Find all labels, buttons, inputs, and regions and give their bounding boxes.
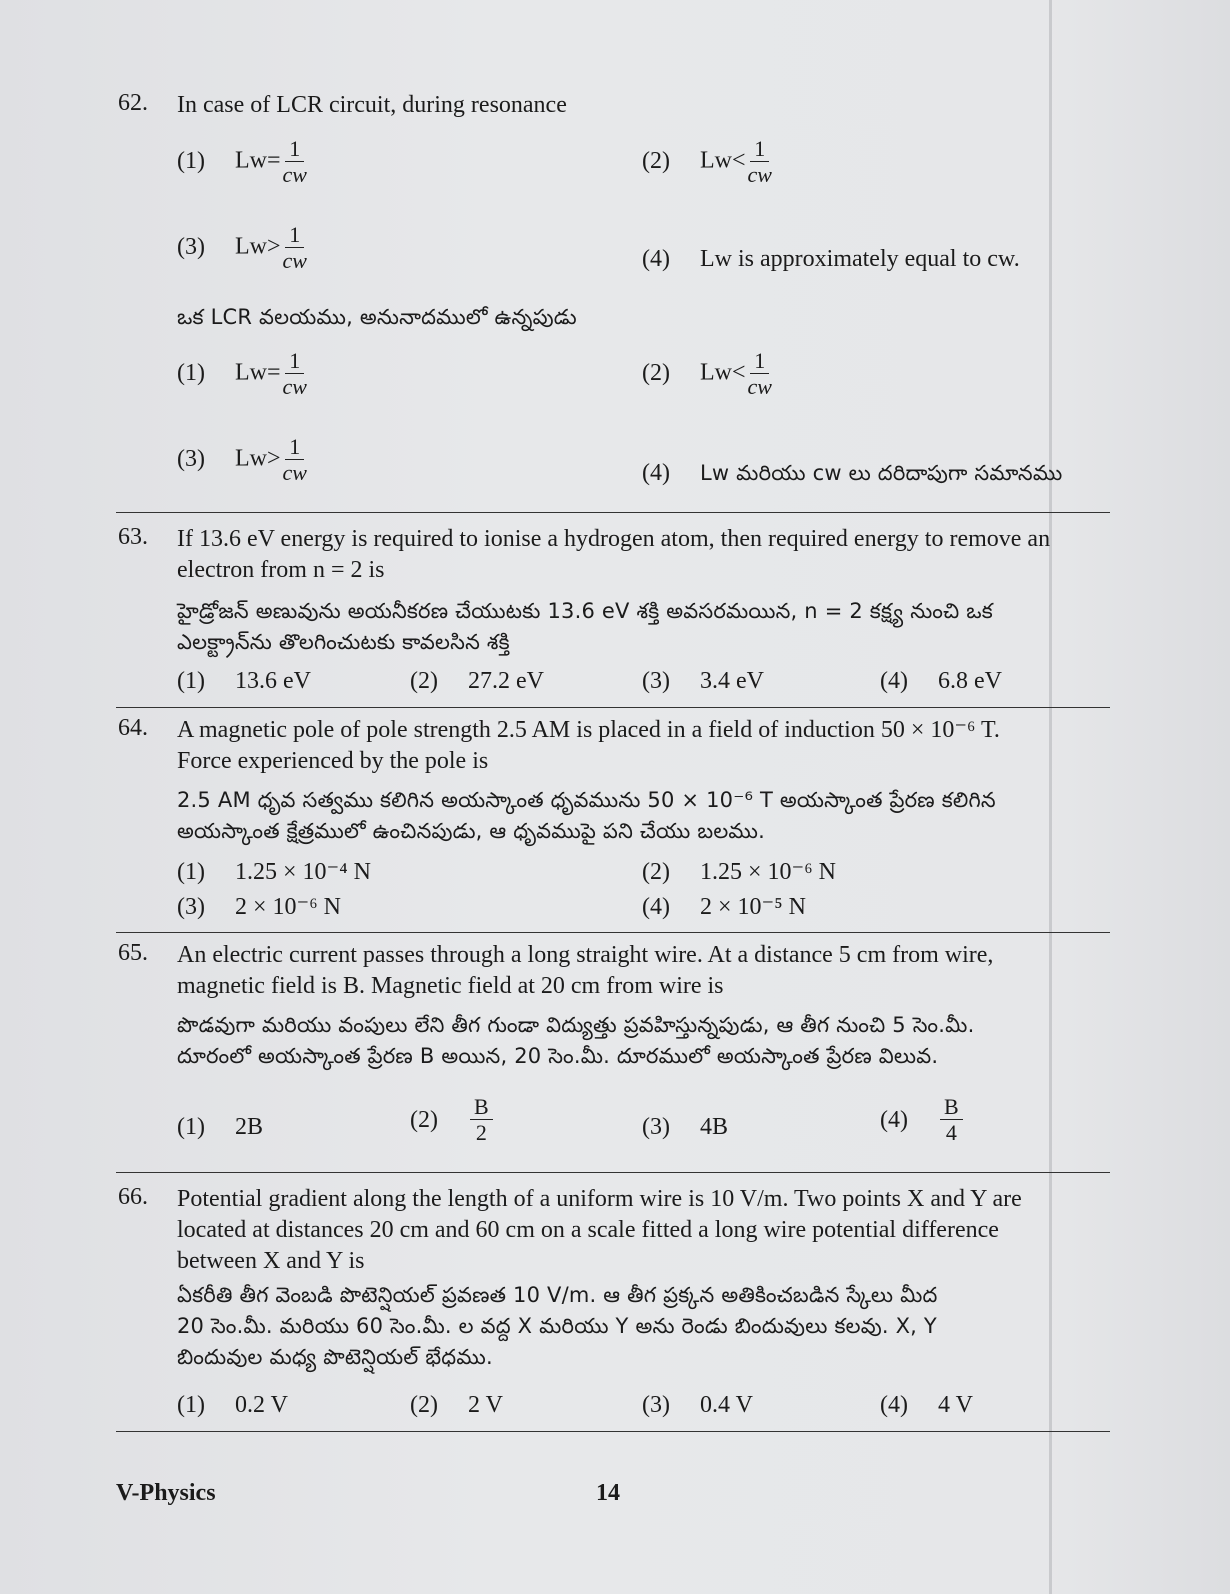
question-text-en: An electric current passes through a long straight wire. At a distance 5 cm from wire, magnetic field is B. Magnetic field at 20 cm from wire is [177, 942, 994, 999]
page-number: 14 [596, 1480, 620, 1506]
q65-option-3[interactable]: (3) 4B [642, 1114, 729, 1140]
question-text-en: Potential gradient along the length of a uniform wire is 10 V/m. Two points X and Y are located at distances 20 cm and 60 cm on a scale fitted a long wire potential difference between X and Y is [177, 1186, 1022, 1274]
q62-option-4[interactable]: (4) Lw is approximately equal to cw. [642, 246, 1020, 272]
q64-option-1[interactable]: (1) 1.25 × 10⁻⁴ N [177, 859, 371, 885]
question-text-en: If 13.6 eV energy is required to ionise a hydrogen atom, then required energy to remove an electron from n = 2 is [177, 526, 1051, 583]
q64-option-3[interactable]: (3) 2 × 10⁻⁶ N [177, 894, 341, 920]
q62-option-1[interactable]: (1) Lw= $\frac{1}{cw}$ [177, 136, 307, 187]
q63-option-4[interactable]: (4) 6.8 eV [880, 668, 1002, 694]
q62-te-option-2[interactable]: (2) Lw< $\frac{1}{cw}$ [642, 348, 772, 399]
q66-option-2[interactable]: (2) 2 V [410, 1392, 503, 1418]
q62-option-3[interactable]: (3) Lw> $\frac{1}{cw}$ [177, 222, 307, 273]
q62-te-option-1[interactable]: (1) Lw= $\frac{1}{cw}$ [177, 348, 307, 399]
q63-option-2[interactable]: (2) 27.2 eV [410, 668, 544, 694]
question-text-te: హైడ్రోజన్ అణువును అయనీకరణ చేయుటకు 13.6 eV శక్తి అవసరమయిన, n = 2 కక్ష్య నుంచి ఒక ఎలక్ట్రాన్‌ను తొలగించుటకు కావలసిన శక్తి [177, 599, 993, 654]
question-text-en: A magnetic pole of pole strength 2.5 AM is placed in a field of induction 50 × 10⁻⁶ T. Force experienced by the pole is [177, 717, 1000, 774]
q66-option-1[interactable]: (1) 0.2 V [177, 1392, 288, 1418]
question-text-te: ఒక LCR వలయము, అనునాదములో ఉన్నపుడు [177, 305, 577, 329]
q64-option-4[interactable]: (4) 2 × 10⁻⁵ N [642, 894, 806, 920]
q62-te-option-4[interactable]: (4) Lw మరియు cw లు దరిదాపుగా సమానము [642, 460, 1063, 486]
q66-option-4[interactable]: (4) 4 V [880, 1392, 973, 1418]
divider [116, 707, 1110, 708]
divider [116, 1431, 1110, 1432]
divider [116, 932, 1110, 933]
question-number: 64. [118, 715, 148, 741]
question-number: 63. [118, 524, 148, 550]
q66-option-3[interactable]: (3) 0.4 V [642, 1392, 753, 1418]
divider [116, 1172, 1110, 1173]
question-number: 62. [118, 90, 148, 116]
question-number: 66. [118, 1184, 148, 1210]
q63-option-3[interactable]: (3) 3.4 eV [642, 668, 764, 694]
question-text-te: ఏకరీతి తీగ వెంబడి పొటెన్షియల్ ప్రవణత 10 V/m. ఆ తీగ ప్రక్కన అతికించబడిన స్కేలు మీద 20 సెం.మీ. మరియు 60 సెం.మీ. ల వద్ద X మరియు Y అను రెండు బిందువులు కలవు. X, Y బిందువుల మధ్య పొటెన్షియల్ భేధము. [177, 1283, 938, 1369]
footer-subject: V-Physics [116, 1480, 216, 1506]
question-text-te: పొడవుగా మరియు వంపులు లేని తీగ గుండా విద్యుత్తు ప్రవహిస్తున్నపుడు, ఆ తీగ నుంచి 5 సెం.మీ. దూరంలో అయస్కాంత ప్రేరణ B అయిన, 20 సెం.మీ. దూరములో అయస్కాంత ప్రేరణ విలువ. [177, 1013, 975, 1068]
q62-te-option-3[interactable]: (3) Lw> $\frac{1}{cw}$ [177, 434, 307, 485]
question-text-te: 2.5 AM ధృవ సత్వము కలిగిన అయస్కాంత ధృవమును 50 × 10⁻⁶ T అయస్కాంత ప్రేరణ కలిగిన అయస్కాంత క్షేత్రములో ఉంచినపుడు, ఆ ధృవముపై పని చేయు బలము. [177, 788, 996, 843]
q65-option-2[interactable]: (2) $\frac{B}{2}$ [410, 1096, 493, 1144]
divider [116, 512, 1110, 513]
q65-option-4[interactable]: (4) $\frac{B}{4}$ [880, 1096, 963, 1144]
q62-option-2[interactable]: (2) Lw< $\frac{1}{cw}$ [642, 136, 772, 187]
q65-option-1[interactable]: (1) 2B [177, 1114, 264, 1140]
q63-option-1[interactable]: (1) 13.6 eV [177, 668, 311, 694]
question-number: 65. [118, 940, 148, 966]
question-text-en: In case of LCR circuit, during resonance [177, 92, 567, 118]
q64-option-2[interactable]: (2) 1.25 × 10⁻⁶ N [642, 859, 836, 885]
